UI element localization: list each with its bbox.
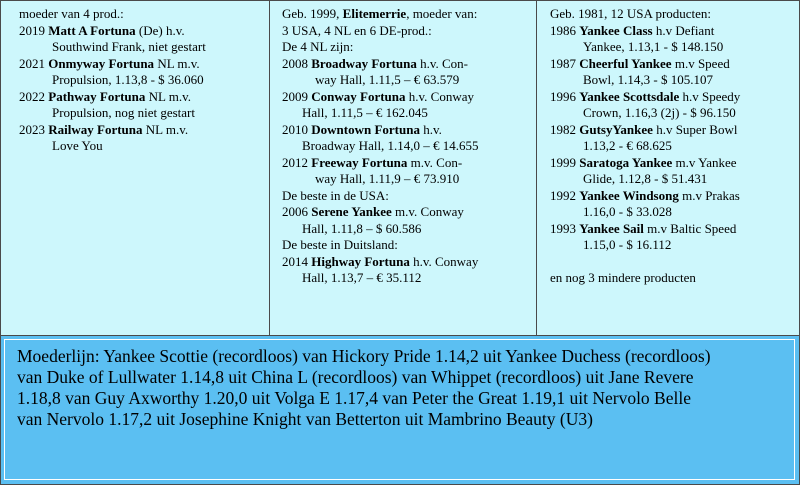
year: 2019 (19, 22, 45, 38)
list-item (282, 122, 536, 155)
horse-name: Yankee Sail (579, 220, 644, 236)
horse-name: Railway Fortuna (48, 121, 143, 137)
column-header: moeder van 4 prod.: (19, 6, 124, 21)
record-info: 1.15,0 - $ 16.112 (583, 237, 672, 252)
list-item (19, 23, 269, 56)
record-info: Hall, 1.11,8 – $ 60.586 (302, 220, 422, 236)
column-header: Geb. 1981, 12 USA producten: (550, 6, 712, 21)
list-item (550, 221, 800, 254)
sire-info: m.v Yankee (672, 154, 737, 170)
sire-info: m.v. Conway (391, 204, 464, 219)
list-item (550, 23, 800, 56)
horse-name: Pathway Fortuna (48, 88, 146, 104)
year: 2023 (19, 121, 45, 137)
section-header: De beste in Duitsland: (282, 237, 398, 252)
list-item (19, 122, 269, 155)
year: 1999 (550, 154, 576, 170)
record-info: Glide, 1.12,8 - $ 51.431 (583, 171, 708, 186)
list-item (550, 56, 800, 89)
section-header: De beste in de USA: (282, 187, 389, 203)
intro-text: Geb. 1999, (282, 6, 343, 21)
list-item (550, 89, 800, 122)
elite-label: Elitemerrie (342, 6, 407, 21)
horse-name: Serene Yankee (311, 204, 392, 219)
year: 1987 (550, 55, 576, 71)
list-item (282, 254, 536, 287)
sire-info: h.v. Conway (409, 253, 479, 269)
record-info: Yankee, 1.13,1 - $ 148.150 (583, 39, 724, 54)
column-header (282, 6, 536, 23)
sire-info: h.v. Conway (405, 88, 475, 104)
dam-line-row: van Nervolo 1.17,2 uit Josephine Knight van Betterton uit Mambrino Beauty (U3) (17, 409, 593, 429)
list-item (550, 188, 800, 221)
record-info: 1.16,0 - $ 33.028 (583, 204, 672, 219)
list-item (282, 89, 536, 122)
record-info: 1.13,2 - € 68.625 (583, 138, 672, 153)
horse-name: Saratoga Yankee (579, 154, 673, 170)
year: 1986 (550, 22, 576, 38)
offspring-list (19, 23, 269, 155)
horse-name: Broadway Fortuna (311, 55, 417, 71)
footer-note: en nog 3 mindere producten (550, 269, 696, 285)
list-item (19, 89, 269, 122)
dam-line-row: Moederlijn: Yankee Scottie (recordloos) van Hickory Pride 1.14,2 uit Yankee Duchess (recordloos) (17, 346, 711, 366)
horse-name: Highway Fortuna (311, 253, 410, 269)
year: 1982 (550, 121, 576, 137)
record-info: Propulsion, nog niet gestart (52, 105, 195, 120)
record-info: Hall, 1.11,5 – € 162.045 (302, 105, 428, 120)
dam-line-panel (0, 336, 800, 485)
record-info: Broadway Hall, 1.14,0 – € 14.655 (302, 138, 479, 153)
list-item (282, 155, 536, 188)
list-item (282, 56, 536, 89)
intro-text: , moeder van: (406, 6, 478, 21)
horse-name: Yankee Windsong (579, 187, 679, 203)
year: 2010 (282, 121, 308, 137)
year: 2014 (282, 253, 308, 269)
sire-info: h.v Defiant (652, 22, 715, 38)
horse-name: GutsyYankee (579, 121, 653, 137)
record-info: Crown, 1.16,3 (2j) - $ 96.150 (583, 105, 736, 120)
year: 1993 (550, 220, 576, 236)
list-item (282, 204, 536, 237)
year: 1992 (550, 187, 576, 203)
year: 1996 (550, 88, 576, 104)
sire-info: m.v Baltic Speed (643, 220, 737, 236)
record-info: way Hall, 1.11,9 – € 73.910 (315, 171, 460, 186)
horse-name: Matt A Fortuna (48, 22, 136, 38)
record-info: way Hall, 1.11,5 – € 63.579 (315, 72, 460, 87)
year: 2008 (282, 55, 308, 71)
record-info: Love You (52, 138, 103, 153)
record-info: Bowl, 1.14,3 - $ 105.107 (583, 72, 713, 87)
sire-info: NL m.v. (142, 121, 189, 137)
horse-name: Downtown Fortuna (311, 121, 420, 137)
horse-name: Cheerful Yankee (579, 55, 672, 71)
sire-info: NL m.v. (154, 55, 200, 71)
year: 2009 (282, 88, 308, 104)
column-dam-offspring (1, 1, 269, 337)
sire-info: NL m.v. (145, 88, 192, 104)
record-info: Southwind Frank, niet gestart (52, 39, 206, 54)
sire-info: h.v Super Bowl (652, 121, 738, 137)
list-item (550, 122, 800, 155)
record-info: Propulsion, 1.13,8 - $ 36.060 (52, 72, 204, 87)
list-item (550, 155, 800, 188)
horse-name: Conway Fortuna (311, 88, 406, 104)
horse-name: Freeway Fortuna (311, 154, 408, 170)
sire-info: m.v. Con- (407, 154, 463, 170)
horse-name: Yankee Class (579, 22, 653, 38)
horse-name: Onmyway Fortuna (48, 55, 155, 71)
sire-info: h.v. (419, 121, 442, 137)
dam-line-row: van Duke of Lullwater 1.14,8 uit China L (recordloos) van Whippet (recordloos) uit Jane Revere (17, 367, 694, 387)
year: 2006 (282, 204, 308, 219)
sire-info: h.v. Con- (416, 55, 468, 71)
horse-name: Yankee Scottsdale (579, 88, 680, 104)
sire-info: h.v Speedy (679, 88, 741, 104)
sire-info: m.v Prakas (678, 187, 740, 203)
sire-info: m.v Speed (671, 55, 730, 71)
dam-line-row: 1.18,8 van Guy Axworthy 1.20,0 uit Volga E 1.17,4 van Peter the Great 1.19,1 uit Nervolo Belle (17, 388, 691, 408)
list-item (19, 56, 269, 89)
column-grand-dam (269, 1, 536, 337)
dam-line-text (4, 339, 795, 480)
column-great-grand-dam (536, 1, 800, 337)
year: 2012 (282, 154, 308, 170)
record-info: Hall, 1.13,7 – € 35.112 (302, 270, 422, 285)
year: 2021 (19, 55, 45, 71)
intro-line: 3 USA, 4 NL en 6 DE-prod.: (282, 22, 432, 38)
sire-info: (De) h.v. (135, 22, 185, 38)
section-header: De 4 NL zijn: (282, 39, 354, 54)
year: 2022 (19, 88, 45, 104)
